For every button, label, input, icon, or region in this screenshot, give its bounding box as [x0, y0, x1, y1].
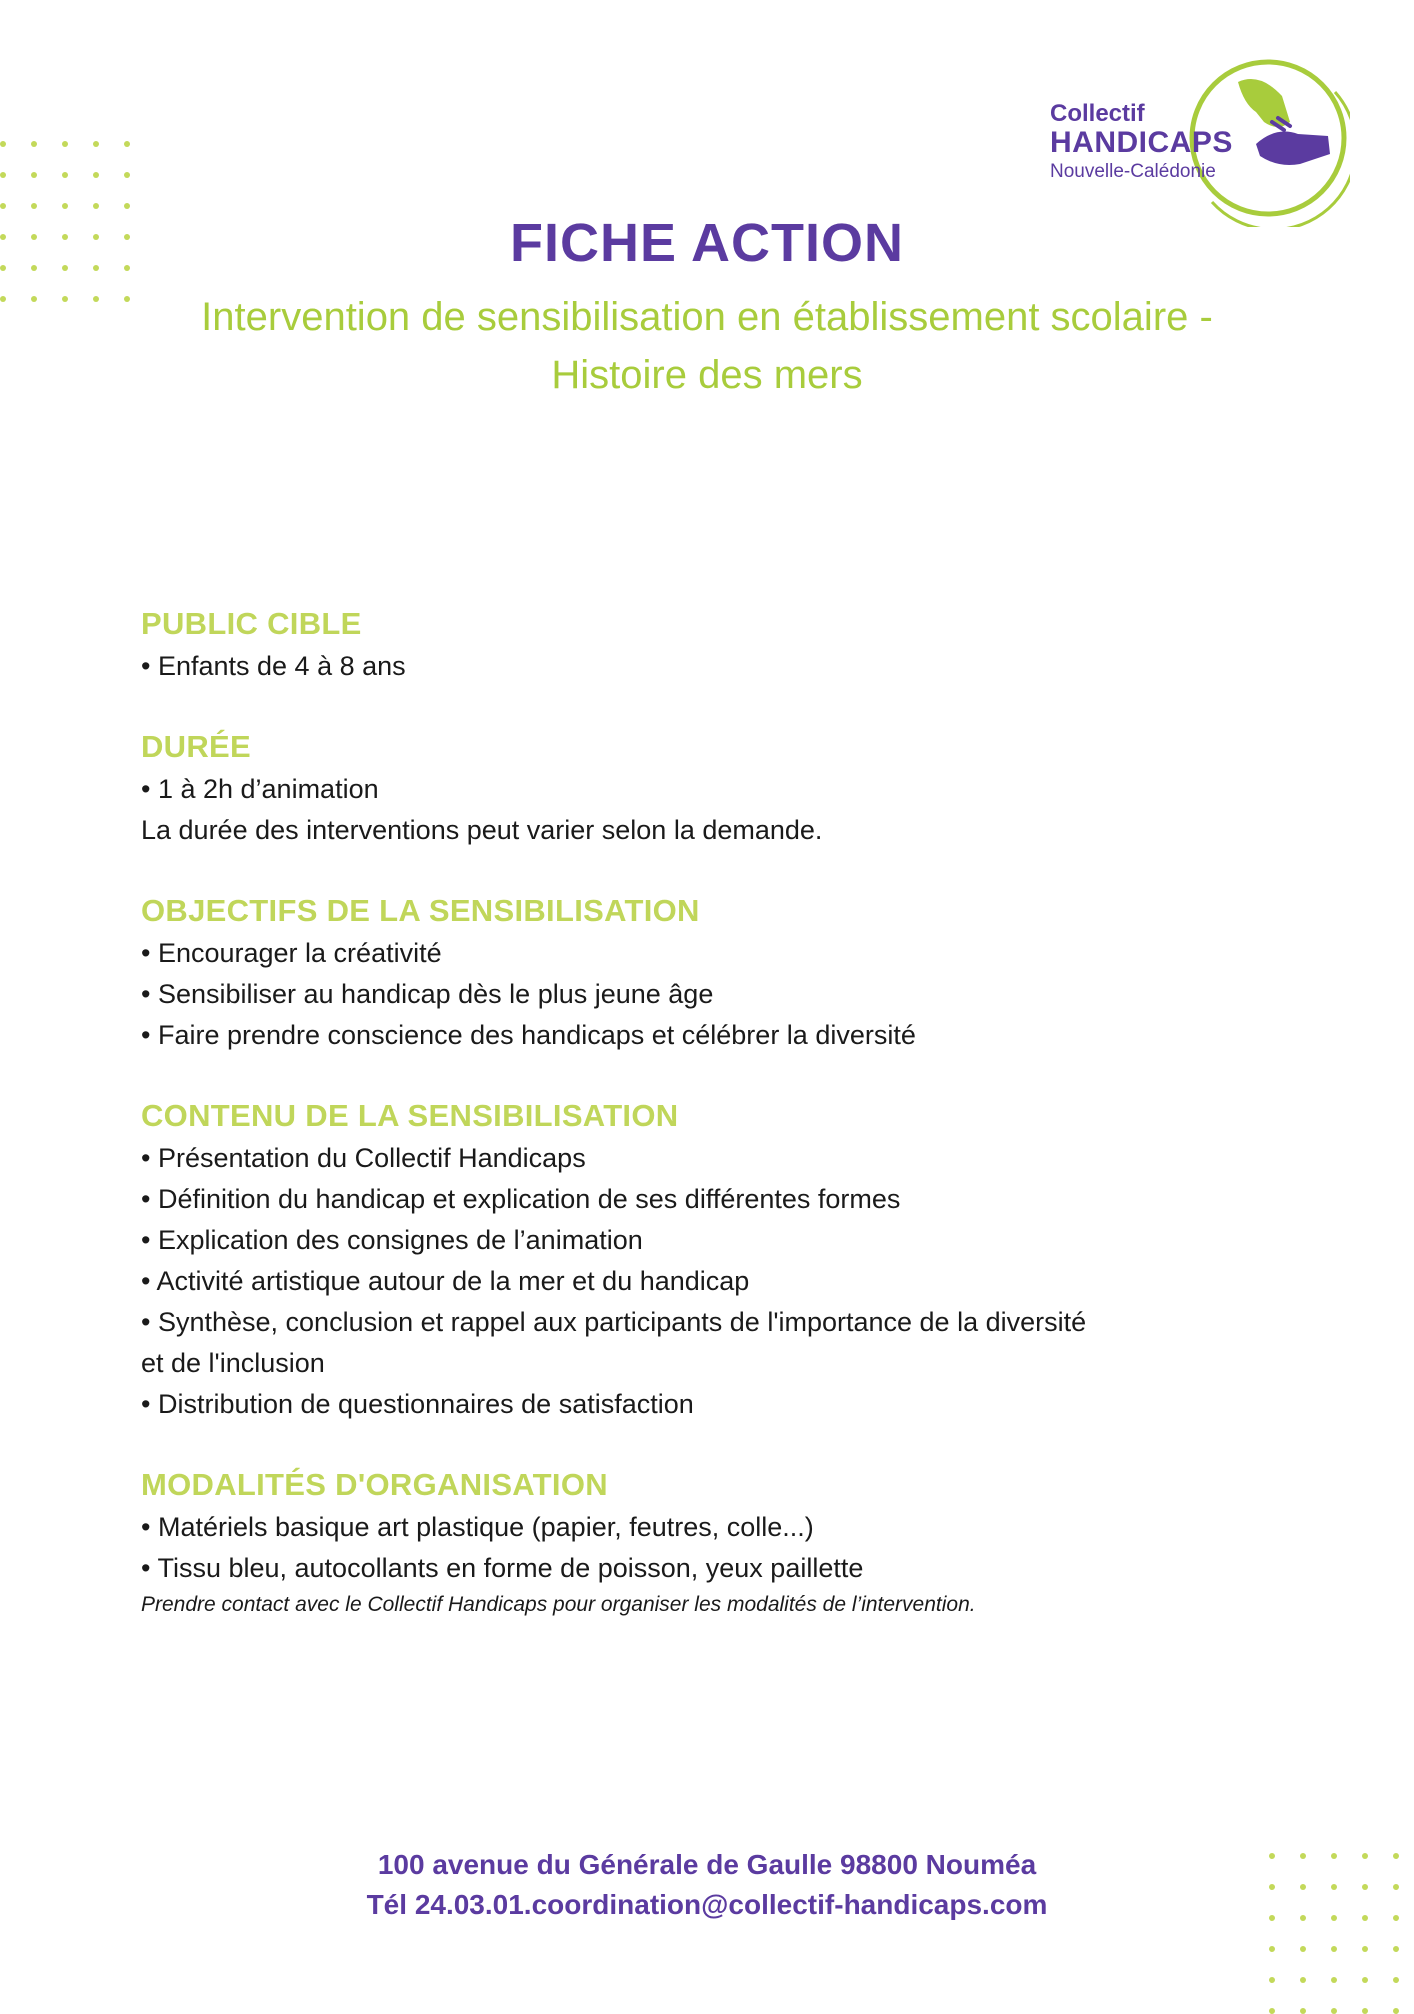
dot — [1393, 1946, 1399, 1952]
footer — [0, 1845, 1414, 1925]
section-objectifs — [141, 889, 1291, 1056]
footer-address: 100 avenue du Générale de Gaulle 98800 Nouméa — [377, 1849, 1037, 1880]
list-item: • Encourager la créativité — [141, 938, 442, 968]
dot — [1393, 2008, 1399, 2014]
section-title: PUBLIC CIBLE — [141, 606, 362, 641]
list-item: • Distribution de questionnaires de satisfaction — [141, 1389, 694, 1419]
main-content — [141, 602, 1291, 1659]
section-title: DURÉE — [141, 729, 252, 764]
dot — [1300, 1946, 1306, 1952]
dot — [93, 296, 99, 302]
list-item: • Activité artistique autour de la mer et du handicap — [141, 1266, 750, 1296]
contact-note: Prendre contact avec le Collectif Handicaps pour organiser les modalités de l’intervention. — [141, 1593, 976, 1616]
dot — [0, 141, 6, 147]
dot — [124, 203, 130, 209]
dot — [1269, 1946, 1275, 1952]
dot — [0, 296, 6, 302]
dot — [31, 203, 37, 209]
dot — [1393, 1977, 1399, 1983]
list-item: • Synthèse, conclusion et rappel aux participants de l'importance de la diversité — [141, 1307, 1087, 1337]
dot — [31, 141, 37, 147]
dot — [1300, 2008, 1306, 2014]
list-item: • Sensibiliser au handicap dès le plus jeune âge — [141, 979, 714, 1009]
section-contenu — [141, 1094, 1291, 1425]
list-item: • Matériels basique art plastique (papier, feutres, colle...) — [141, 1512, 814, 1542]
dot — [124, 172, 130, 178]
dot — [1269, 2008, 1275, 2014]
dot — [1300, 1977, 1306, 1983]
dot — [124, 296, 130, 302]
list-item: et de l'inclusion — [141, 1348, 325, 1378]
dot — [1362, 2008, 1368, 2014]
dot — [1331, 1946, 1337, 1952]
section-duree — [141, 725, 1291, 851]
dot — [93, 172, 99, 178]
list-item: • Explication des consignes de l’animation — [141, 1225, 643, 1255]
dot — [1331, 1977, 1337, 1983]
section-public-cible — [141, 602, 1291, 687]
logo-line-1: Collectif — [1050, 100, 1145, 127]
dot — [62, 172, 68, 178]
dot — [62, 203, 68, 209]
dot — [62, 296, 68, 302]
dot — [124, 141, 130, 147]
footer-contact[interactable]: Tél 24.03.01.coordination@collectif-handicaps.com — [366, 1889, 1048, 1920]
logo-line-2: HANDICAPS — [1050, 126, 1233, 159]
dot — [1331, 2008, 1337, 2014]
dot — [31, 172, 37, 178]
list-item: • Tissu bleu, autocollants en forme de poisson, yeux paillette — [141, 1553, 864, 1583]
page-title: FICHE ACTION — [510, 213, 904, 273]
dot — [93, 203, 99, 209]
list-item: • Enfants de 4 à 8 ans — [141, 651, 406, 681]
logo — [1050, 52, 1350, 232]
list-item: La durée des interventions peut varier selon la demande. — [141, 815, 823, 845]
dot — [1269, 1977, 1275, 1983]
list-item: • 1 à 2h d’animation — [141, 774, 379, 804]
dot — [0, 172, 6, 178]
dot — [0, 203, 6, 209]
section-title: CONTENU DE LA SENSIBILISATION — [141, 1098, 679, 1133]
list-item: • Faire prendre conscience des handicaps et célébrer la diversité — [141, 1020, 916, 1050]
section-title: MODALITÉS D'ORGANISATION — [141, 1467, 608, 1502]
dot — [93, 141, 99, 147]
page-subtitle: Intervention de sensibilisation en établissement scolaire - Histoire des mers — [201, 295, 1213, 397]
list-item: • Présentation du Collectif Handicaps — [141, 1143, 586, 1173]
section-title: OBJECTIFS DE LA SENSIBILISATION — [141, 893, 700, 928]
dot — [1362, 1977, 1368, 1983]
logo-line-3: Nouvelle-Calédonie — [1050, 161, 1216, 182]
dot — [1362, 1946, 1368, 1952]
section-modalites — [141, 1463, 1291, 1621]
dot — [62, 141, 68, 147]
dot — [31, 296, 37, 302]
list-item: • Définition du handicap et explication de ses différentes formes — [141, 1184, 901, 1214]
